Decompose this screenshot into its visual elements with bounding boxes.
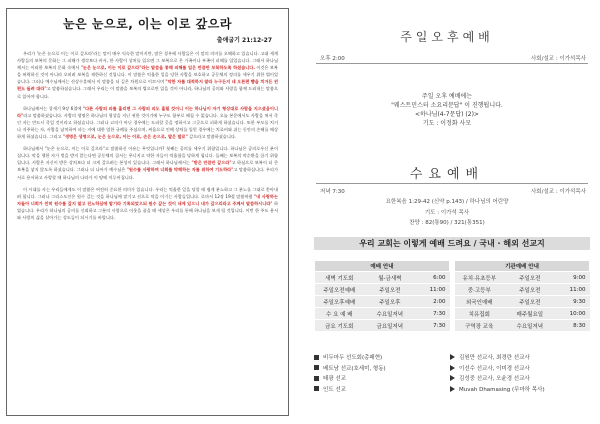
- arrow-bullet-icon: [450, 365, 455, 371]
- wednesday-scripture: 요한복음 1:29-42 (신약 p.143) / 하나님의 어린양: [385, 199, 509, 205]
- sermon-text: 이것은 보복을 허락하신 것이 아니라 오히려 보복을 제한하신 것입니다. 이 말씀은 억울한 일을 당한 사람을 보호하고 공동체의 정의를 세우기 위한 법이었습니다. 그러나 예수님께서는 산상수훈에서 이 말씀을 더 깊은 차원으로 이끄시며: [17, 65, 278, 85]
- divider: [316, 183, 588, 184]
- afternoon-leader: 사회/설교 : 이가석목사: [530, 56, 586, 62]
- sermon-text: 갚으라고 말씀하셨습니다.: [187, 134, 237, 140]
- service-day: 주일오후: [364, 296, 416, 308]
- sermon-paragraph: [17, 145, 278, 180]
- wednesday-time: 저녁 7:30: [320, 189, 345, 195]
- missionary-names: 이선수 선교사, 이미경 선교사: [459, 365, 530, 372]
- service-name: 금요 기도회: [315, 320, 365, 332]
- table-row: [455, 284, 590, 296]
- sermon-page: [6, 8, 289, 416]
- missionaries: [450, 364, 590, 372]
- service-day: 수요일저녁: [504, 320, 556, 332]
- service-name: 수 요 예 배: [315, 308, 365, 320]
- mission-field-name: 비두마두 선도회(총패현): [323, 355, 383, 362]
- highlighted-verse: "다른 사람의 피를 흘리면 그 사람의 피도 흘릴 것이니 이는 하나님이 자기 형상대로 사람을 지으셨음이니라": [17, 105, 278, 118]
- service-name: 치유집회: [455, 308, 505, 320]
- sermon-title: 눈은 눈으로, 이는 이로 갚으라: [63, 17, 232, 31]
- table-row: [455, 272, 590, 284]
- square-bullet-icon: [314, 365, 319, 370]
- service-name: 구역장 교육: [455, 320, 505, 332]
- table-row: [455, 308, 590, 320]
- schedule-tables: [314, 260, 590, 332]
- square-bullet-icon: [314, 386, 319, 391]
- service-time: 11:00: [556, 284, 590, 296]
- service-time: 10:00: [556, 308, 590, 320]
- invite-line: <하나님(4-7문답) (2)>: [415, 111, 479, 118]
- mission-list: [314, 352, 590, 394]
- wednesday-prayer: 기도 : 이가석 목사: [424, 209, 470, 216]
- service-day: 매주월요일: [504, 308, 556, 320]
- afternoon-service-title: 주일오후예배: [400, 30, 494, 44]
- mission-item: [314, 352, 590, 363]
- mission-field: [314, 364, 434, 372]
- table-row: [315, 320, 450, 332]
- sermon-paragraph: [17, 50, 278, 100]
- sermon-text: 이 시대를 사는 우리들에게도 이 말씀은 여전히 중요한 의미가 있습니다. 우리는 억울한 일을 당할 때 쉽게 분노하고 그 분노를 그대로 쏟아내려 합니다. 그러나 그리스도인은 원수 갚는 것을 하나님께 맡기고 선으로 악을 이기는 사람들입니다. 로마서 12장 19절 말씀처럼: [17, 186, 278, 199]
- highlighted-verse: "악한 자를 대적하지 말라 누구든지 네 오른편 뺨을 치거든 왼편도 돌려 대라": [17, 79, 279, 92]
- table-row: [315, 296, 450, 308]
- service-day: 주일오전: [364, 284, 416, 296]
- highlighted-verse: "생명은 생명으로, 눈은 눈으로, 이는 이로, 손은 손으로, 발은 발로": [62, 134, 188, 140]
- mission-field-name: 인도 선교: [323, 386, 347, 393]
- sermon-text: 하나님께서 "눈은 눈으로, 이는 이로 갚으라"고 말씀하신 이유는 무엇입니까? 첫째는 공의를 세우기 위함입니다. 하나님은 공의로우신 분이십니다. 악을 행한 자가 벌을 받지 않는다면 공동체의 질서는 무너지고 약한 자들이 억울함을 당하게 됩니다. 둘째는 보복의 악순환을 끊기 위함입니다. 사람은 자신이 받은 상처보다 더 크게 갚으려는 본성이 있습니다. 그래서 하나님께서는: [17, 146, 278, 166]
- mission-item: [314, 373, 590, 384]
- sermon-paragraph: [17, 186, 278, 221]
- service-day: 주일오전: [504, 284, 556, 296]
- mission-field: [314, 353, 434, 361]
- missionaries: [450, 385, 590, 393]
- sermon-text: 우리가 '눈은 눈으로 이는 이로 갚으라'라는 말이 매우 익숙한 말이지만, 많은 경우에 사람들은 이 말의 의미를 오해하고 있습니다. 고대 세계 사람들의 보복의 문화는 그 피해가 생각보다 커서, 한 사람이 상처를 입으면 그 보복으로 온 가족이나 부족이 피해를 입었습니다. 그래서 하나님께서는 이러한 보복의 문화 속에서: [17, 51, 278, 71]
- bulletin-page: [302, 0, 600, 424]
- afternoon-time: 오후 2:00: [320, 56, 345, 62]
- service-time: 11:00: [416, 284, 450, 296]
- arrow-bullet-icon: [450, 354, 455, 360]
- wednesday-service-info: [320, 187, 586, 195]
- mission-field: [314, 374, 434, 382]
- square-bullet-icon: [314, 376, 319, 381]
- service-day: 수요일저녁: [364, 308, 416, 320]
- service-time: 9:00: [556, 272, 590, 284]
- service-day: 금요일저녁: [364, 320, 416, 332]
- table-row: [315, 284, 450, 296]
- afternoon-service-info: [320, 54, 586, 62]
- arrow-bullet-icon: [450, 386, 455, 392]
- service-time: 9:30: [556, 296, 590, 308]
- wednesday-hymns: 찬양 : 82(통90) / 321(통351): [409, 220, 485, 226]
- wednesday-service-title: 수요예배: [409, 167, 485, 182]
- sermon-body: [7, 44, 288, 221]
- invite-line: 주일 오후 예배에는: [421, 93, 473, 100]
- sermon-paragraph: [17, 105, 278, 140]
- sermon-text: 하나님께서는 창세기 9장 6절에: [23, 105, 83, 111]
- service-day: 주일오전: [504, 272, 556, 284]
- mission-item: [314, 384, 590, 395]
- missionary-names: Muvah Dhamasing (무마하 목사): [459, 386, 545, 393]
- service-day: 월-금새벽: [364, 272, 416, 284]
- afternoon-invite: [302, 92, 592, 128]
- table-row: [315, 308, 450, 320]
- worship-banner: 우리 교회는 이렇게 예배 드려요 / 국내 · 해외 선교지: [314, 237, 590, 250]
- invite-line: 기도 : 이정화 사모: [422, 120, 472, 127]
- mission-item: [314, 363, 590, 374]
- sermon-text: 고 하심으로 보복이 더 큰 보복을 낳지 않도록 하셨습니다. 그러나 더 나아가 예수님은: [17, 160, 278, 173]
- mission-field-name: 베트남 선교(호세미, 형동): [323, 365, 386, 372]
- arrow-bullet-icon: [450, 375, 455, 381]
- missionary-names: 김원만 선교사, 최경란 선교사: [459, 355, 530, 362]
- highlighted-verse: "원수를 사랑하며 너희를 박해하는 자를 위하여 기도하라": [126, 167, 234, 173]
- table-row: [455, 296, 590, 308]
- service-time: 7:30: [416, 320, 450, 332]
- sermon-header: [7, 9, 288, 44]
- scripture-reference: 출애굽기 21:12-27: [216, 37, 272, 44]
- sermon-text: 하였습니다. 우리가 하나님의 공의를 신뢰하고 그분의 사랑으로 이웃을 품을 때 세상은 우리를 통해 하나님을 보게 될 것입니다. 이번 한 주도 용서와 사랑의 삶을 살아가는 성도들이 되시기를 바랍니다.: [17, 200, 278, 220]
- highlighted-verse: "내 사랑하는 자들아 너희가 친히 원수를 갚지 말고 진노하심에 맡기라 기록되었으되 원수 갚는 것이 내게 있으니 내가 갚으리라고 주께서 말씀하시니라": [17, 193, 278, 206]
- service-name: 외국인예배: [455, 296, 505, 308]
- service-name: 새벽 기도회: [315, 272, 365, 284]
- org-schedule-table: [454, 260, 590, 332]
- mission-field: [314, 385, 434, 393]
- table-row: [455, 320, 590, 332]
- wednesday-details: [302, 197, 592, 229]
- sermon-text: 라고 말씀하셨습니다. 사람의 생명은 하나님의 형상을 지닌 귀한 것이기에 누구도 함부로 해칠 수 없습니다. 오늘 본문에서도 사람을 쳐서 죽인 자는 반드시 죽일 것이라고 하셨습니다. 그러나 고의가 아닌 경우에는 도피할 곳을 정하시고 그곳으로 피하게 하셨습니다. 또한 부모를 치거나 저주하는 자, 사람을 납치하여 파는 자에 대한 엄한 규례를 주셨으며, 싸움으로 인해 상처를 입힌 경우에는 치료비와 쉬는 동안의 손해를 배상하게 하셨습니다. 그리고: [17, 112, 278, 140]
- invite-line: "웨스트민스터 소요리문답" 이 진행됩니다.: [391, 102, 503, 109]
- service-day: 주일오전: [504, 296, 556, 308]
- service-time: 7:30: [416, 308, 450, 320]
- highlighted-verse: "받은 만큼만 갚으라": [191, 160, 232, 166]
- table-row: [315, 272, 450, 284]
- sermon-text: 고 말씀하십니다. 우리가 서로 용서하고 사랑할 때 하나님의 나라가 이 땅에 이루어집니다.: [17, 167, 279, 180]
- worship-schedule-table: [314, 260, 450, 332]
- mission-field-name: 태광 선교: [323, 376, 347, 383]
- wednesday-leader: 사회/설교 : 이가석목사: [530, 189, 586, 195]
- service-name: 유치·유초등부: [455, 272, 505, 284]
- table-header: 기관예배 안내: [455, 261, 590, 272]
- square-bullet-icon: [314, 355, 319, 360]
- sermon-text: 고 말씀하셨습니다. 그래서 우리는 이 말씀을 보복의 법으로만 읽을 것이 아니라, 하나님의 공의와 사랑을 함께 드러내는 말씀으로 읽어야 합니다.: [17, 86, 279, 99]
- missionary-names: 김성중 선교사, 오윤경 선교사: [459, 376, 530, 383]
- service-time: 2:00: [416, 296, 450, 308]
- missionaries: [450, 353, 590, 361]
- service-name: 주일오후예배: [315, 296, 365, 308]
- service-name: 중·고등부: [455, 284, 505, 296]
- divider: [316, 63, 588, 64]
- missionaries: [450, 374, 590, 382]
- table-header: 예배 안내: [315, 261, 450, 272]
- highlighted-verse: "눈은 눈으로, 이는 이로 갚으라"라는 말씀을 통해 피해를 입은 만큼만 보복하도록 하셨습니다.: [80, 65, 255, 71]
- service-time: 6:00: [416, 272, 450, 284]
- service-time: 8:30: [556, 320, 590, 332]
- service-name: 주일오전예배: [315, 284, 365, 296]
